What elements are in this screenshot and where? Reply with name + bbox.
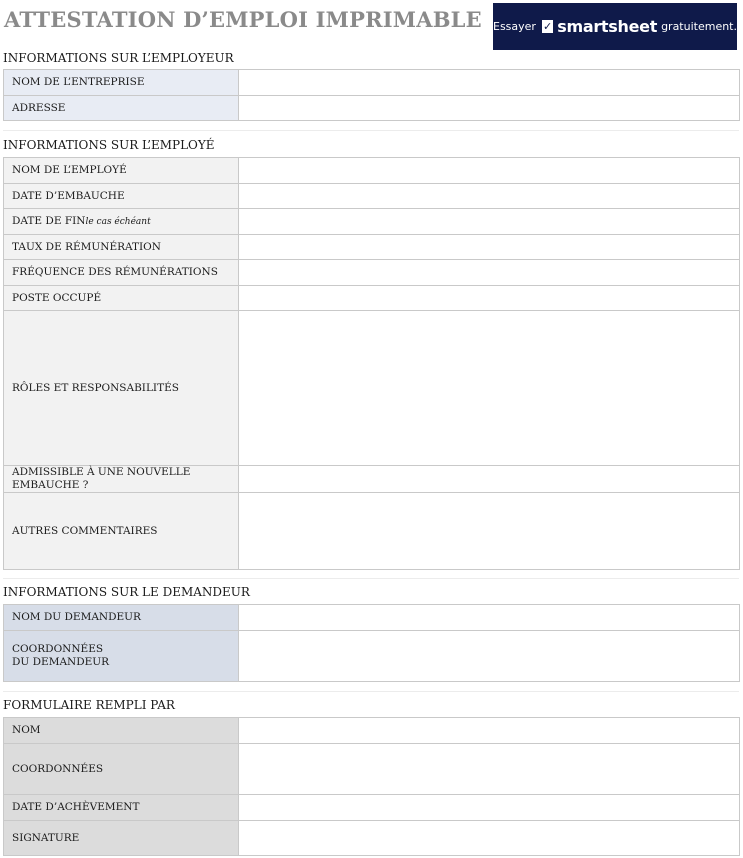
- employee-name-label: NOM DE L’EMPLOYÉ: [4, 158, 239, 184]
- position-field[interactable]: [239, 286, 740, 311]
- requester-section-title: INFORMATIONS SUR LE DEMANDEUR: [3, 585, 250, 599]
- table-row: [4, 718, 740, 744]
- requester-name-field[interactable]: [239, 605, 740, 631]
- rehire-field[interactable]: [239, 466, 740, 493]
- table-row: [4, 605, 740, 631]
- rehire-label: [4, 466, 239, 493]
- completion-date-label: DATE D’ACHÈVEMENT: [4, 795, 239, 821]
- pay-rate-field[interactable]: [239, 235, 740, 260]
- company-name-label: NOM DE L’ENTREPRISE: [4, 70, 239, 96]
- pay-frequency-field[interactable]: [239, 260, 740, 286]
- filled-by-section-title: FORMULAIRE REMPLI PAR: [3, 698, 175, 712]
- employer-table: [3, 69, 740, 121]
- comments-field[interactable]: [239, 493, 740, 570]
- requester-contact-line1: COORDONNÉES: [12, 643, 104, 655]
- address-label: ADRESSE: [4, 96, 239, 121]
- employee-table: [3, 157, 740, 570]
- table-row: [4, 744, 740, 795]
- table-row: [4, 184, 740, 209]
- table-row: [4, 235, 740, 260]
- rehire-label-line2: EMBAUCHE ?: [12, 479, 89, 491]
- table-row: [4, 260, 740, 286]
- table-row: [4, 821, 740, 856]
- table-row: [4, 311, 740, 466]
- table-row: [4, 158, 740, 184]
- filler-name-field[interactable]: [239, 718, 740, 744]
- end-date-hint: le cas échéant: [85, 216, 151, 227]
- section-divider: [3, 691, 739, 692]
- rehire-label-line1: ADMISSIBLE À UNE NOUVELLE: [12, 466, 191, 478]
- signature-field[interactable]: [239, 821, 740, 856]
- banner-suffix: gratuitement.: [661, 20, 737, 33]
- requester-contact-field[interactable]: [239, 631, 740, 682]
- table-row: [4, 70, 740, 96]
- table-row: [4, 493, 740, 570]
- table-row: [4, 209, 740, 235]
- table-row: [4, 96, 740, 121]
- comments-label: AUTRES COMMENTAIRES: [4, 493, 239, 570]
- hire-date-label: DATE D’EMBAUCHE: [4, 184, 239, 209]
- employee-name-field[interactable]: [239, 158, 740, 184]
- smartsheet-banner-link[interactable]: [493, 3, 737, 50]
- requester-contact-line2: DU DEMANDEUR: [12, 656, 110, 668]
- end-date-label: [4, 209, 239, 235]
- table-row: [4, 466, 740, 493]
- banner-brand: smartsheet: [557, 17, 658, 36]
- address-field[interactable]: [239, 96, 740, 121]
- section-divider: [3, 130, 739, 131]
- page-title: ATTESTATION D’EMPLOI IMPRIMABLE: [4, 7, 482, 32]
- end-date-field[interactable]: [239, 209, 740, 235]
- company-name-field[interactable]: [239, 70, 740, 96]
- roles-label: RÔLES ET RESPONSABILITÉS: [4, 311, 239, 466]
- pay-rate-label: TAUX DE RÉMUNÉRATION: [4, 235, 239, 260]
- filled-by-table: [3, 717, 740, 856]
- completion-date-field[interactable]: [239, 795, 740, 821]
- requester-name-label: NOM DU DEMANDEUR: [4, 605, 239, 631]
- roles-field[interactable]: [239, 311, 740, 466]
- requester-contact-label: [4, 631, 239, 682]
- employer-section-title: INFORMATIONS SUR L’EMPLOYEUR: [3, 51, 234, 65]
- table-row: [4, 286, 740, 311]
- signature-label: SIGNATURE: [4, 821, 239, 856]
- filler-name-label: NOM: [4, 718, 239, 744]
- requester-table: [3, 604, 740, 682]
- position-label: POSTE OCCUPÉ: [4, 286, 239, 311]
- hire-date-field[interactable]: [239, 184, 740, 209]
- employee-section-title: INFORMATIONS SUR L’EMPLOYÉ: [3, 138, 215, 152]
- end-date-label-text: DATE DE FIN: [12, 214, 86, 227]
- checkmark-icon: ✓: [542, 20, 553, 33]
- filler-contact-label: COORDONNÉES: [4, 744, 239, 795]
- banner-prefix: Essayer: [493, 20, 536, 33]
- section-divider: [3, 578, 739, 579]
- table-row: [4, 795, 740, 821]
- pay-frequency-label: FRÉQUENCE DES RÉMUNÉRATIONS: [4, 260, 239, 286]
- filler-contact-field[interactable]: [239, 744, 740, 795]
- table-row: [4, 631, 740, 682]
